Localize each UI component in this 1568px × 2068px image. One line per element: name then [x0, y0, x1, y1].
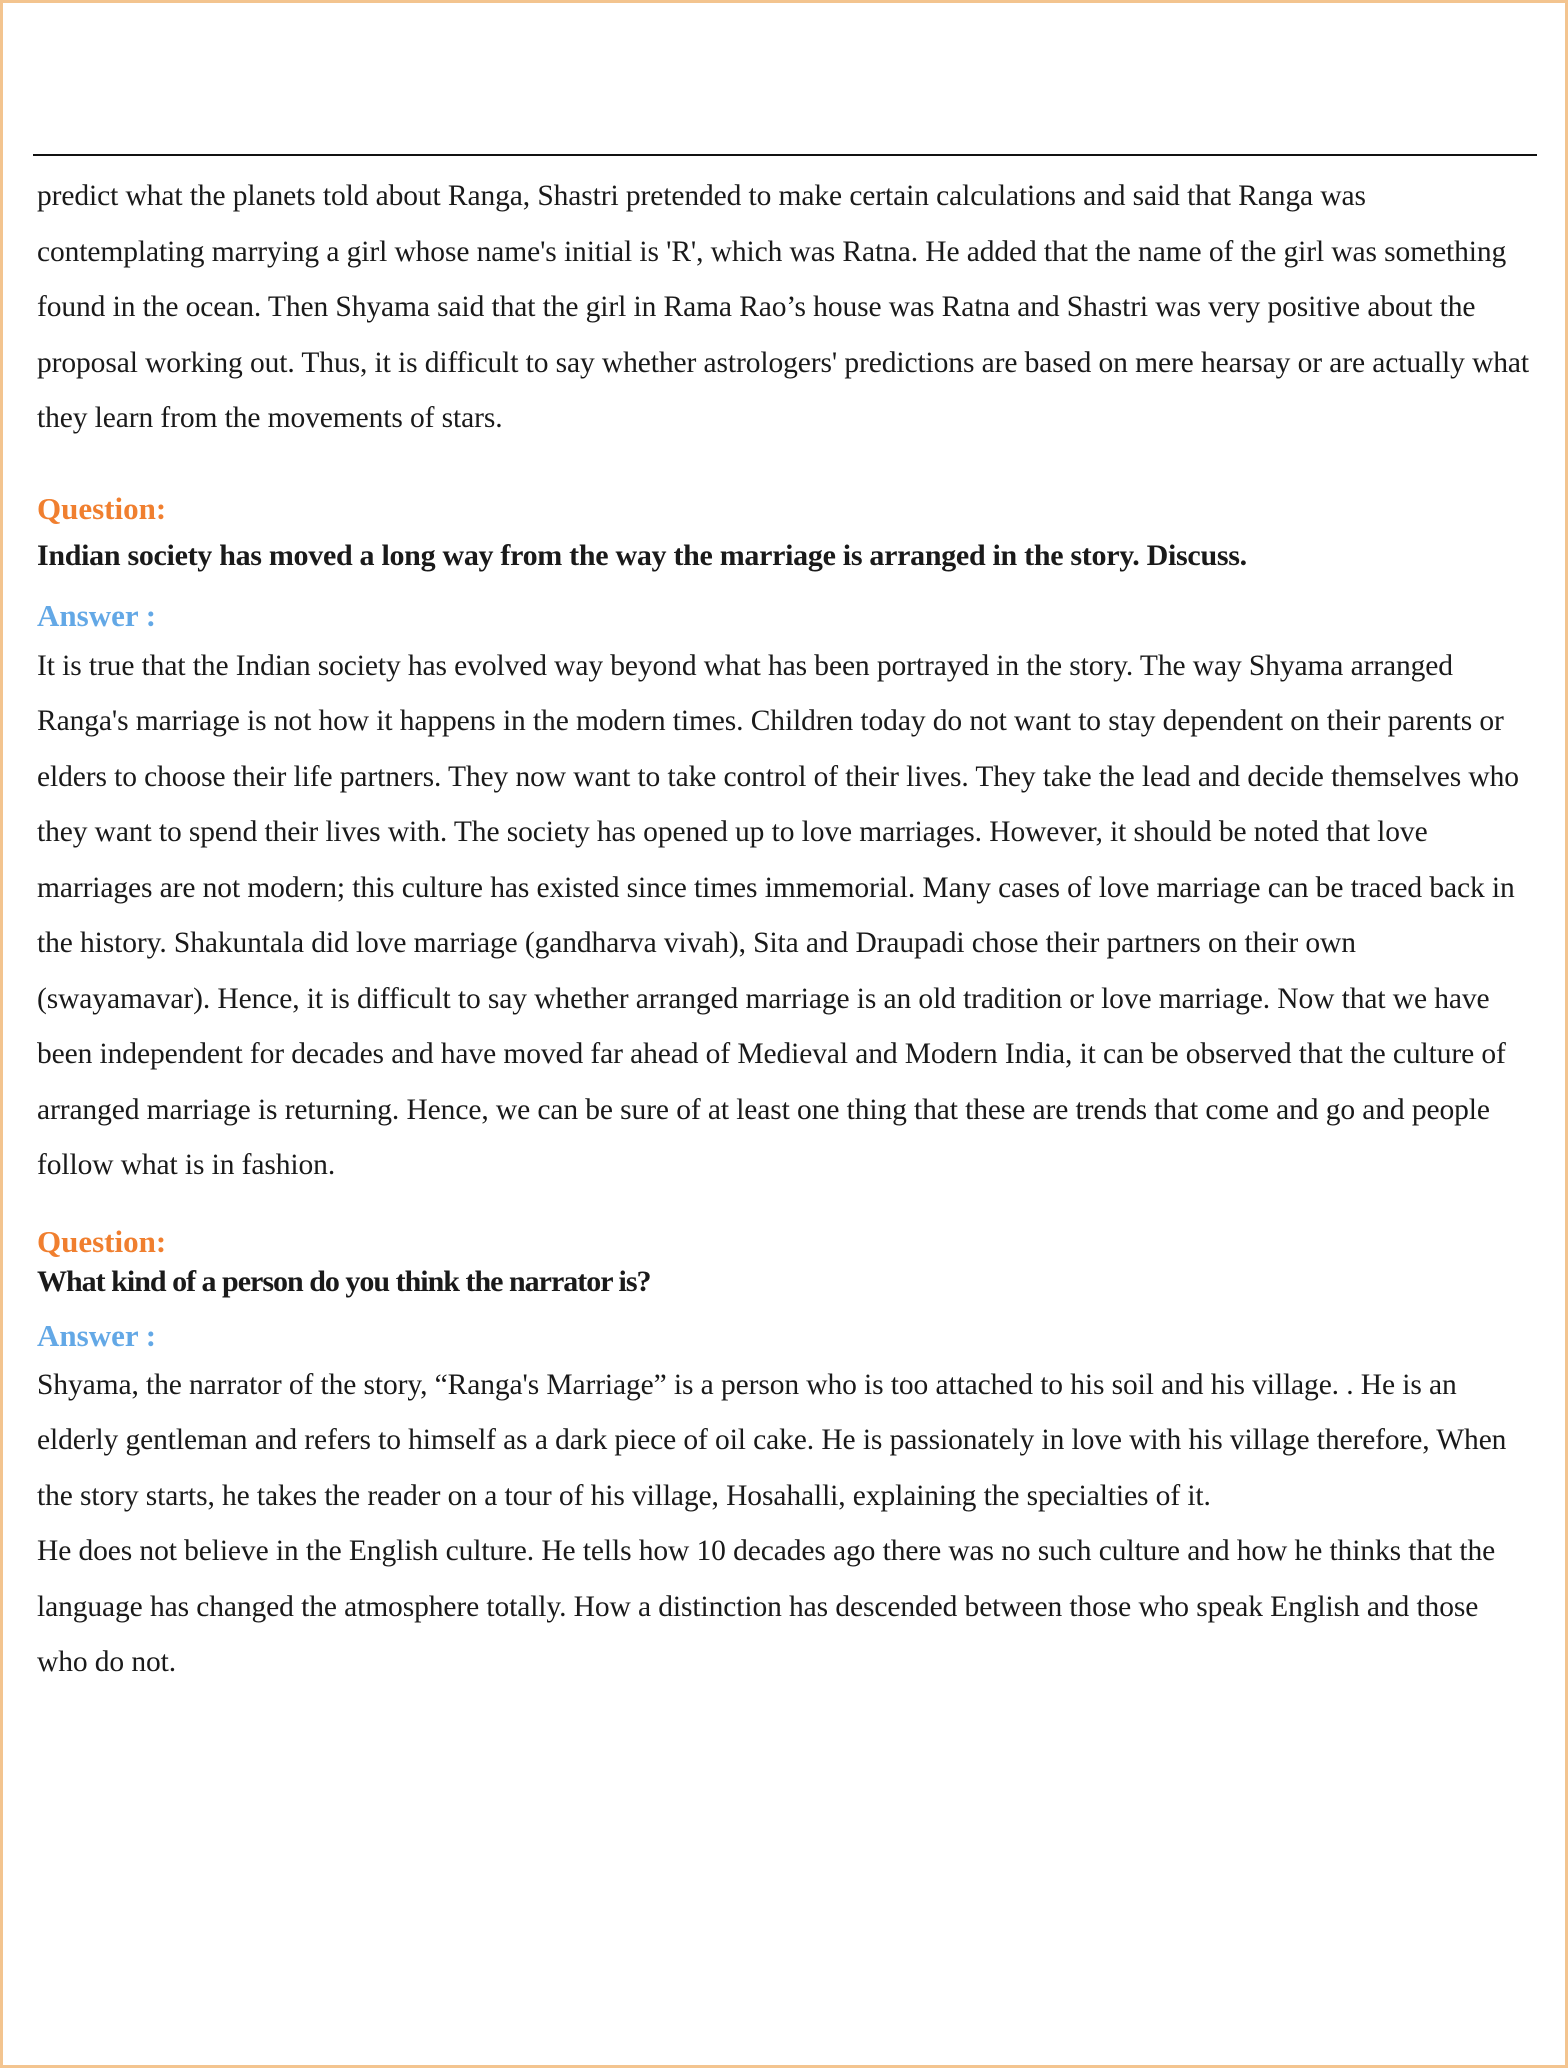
- answer-paragraph: He does not believe in the English culture. He tells how 10 decades ago there was no such culture and how he thinks that the language has changed the atmosphere totally. How a distinction has descended between those who speak English and those who do not.: [37, 1535, 1496, 1678]
- page-content: [37, 169, 1531, 1691]
- question-label: Question:: [37, 490, 167, 526]
- answer-paragraph: Shyama, the narrator of the story, “Ranga's Marriage” is a person who is too attached to his soil and his village. . He is an elderly gentleman and refers to himself as a dark piece of oil cake. He is passionately in love with his village therefore, When the story starts, he takes the reader on a tour of his village, Hosahalli, explaining the specialties of it.: [37, 1368, 1507, 1512]
- qa-block-1: [37, 489, 1531, 1194]
- answer-paragraph: It is true that the Indian society has evolved way beyond what has been portrayed in the story. The way Shyama arranged Ranga's marriage is not how it happens in the modern times. Children today do not want to stay dependent on their parents or elders to choose their life partners. They now want to take control of their lives. They take the lead and decide themselves who they want to spend their lives with. The society has opened up to love marriages. However, it should be noted that love marriages are not modern; this culture has existed since times immemorial. Many cases of love marriage can be traced back in the history. Shakuntala did love marriage (gandharva vivah), Sita and Draupadi chose their partners on their own (swayamavar). Hence, it is difficult to say whether arranged marriage is an old tradition or love marriage. Now that we have been independent for decades and have moved far ahead of Medieval and Modern India, it can be observed that the culture of arranged marriage is returning. Hence, we can be sure of at least one thing that these are trends that come and go and people follow what is in fashion.: [37, 649, 1519, 1181]
- answer-label: Answer :: [37, 1317, 157, 1353]
- qa-block-2: [37, 1222, 1531, 1691]
- answer-label: Answer :: [37, 597, 157, 633]
- question-text: Indian society has moved a long way from the way the marriage is arranged in the story. Discuss.: [37, 538, 1247, 572]
- intro-paragraph: predict what the planets told about Ranga, Shastri pretended to make certain calculations and said that Ranga was contemplating marrying a girl whose name's initial is 'R', which was Ratna. He added that the name of the girl was something found in the ocean. Then Shyama said that the girl in Rama Rao’s house was Ratna and Shastri was very positive about the proposal working out. Thus, it is difficult to say whether astrologers' predictions are based on mere hearsay or are actually what they learn from the movements of stars.: [37, 180, 1530, 434]
- question-label: Question:: [37, 1223, 167, 1259]
- question-text: What kind of a person do you think the narrator is?: [37, 1264, 651, 1298]
- header-rule: [33, 154, 1537, 156]
